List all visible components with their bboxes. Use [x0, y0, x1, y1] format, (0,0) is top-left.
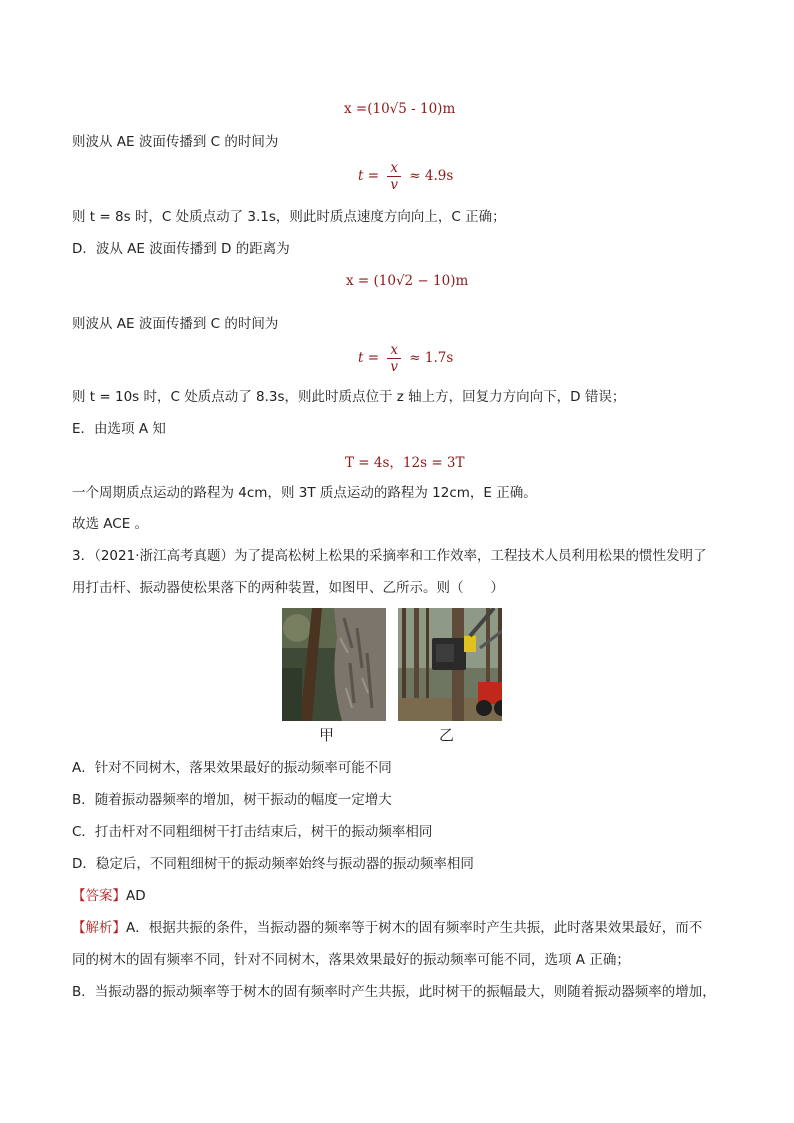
formula-time-2: t = $\frac{x}{v}$ ≈ 1.7s — [358, 342, 454, 375]
text-option-e: E．由选项 A 知 — [72, 421, 166, 437]
formula-period: T = 4s，12s = 3T — [345, 455, 465, 471]
answer-tag: 【答案】 — [72, 888, 126, 904]
text-choose-answer: 故选 ACE 。 — [72, 516, 149, 532]
option-d: D．稳定后，不同粗细树干的振动频率始终与振动器的振动频率相同 — [72, 856, 474, 872]
question-3-stem-line-1: 3．（2021·浙江高考真题）为了提高松树上松果的采摘率和工作效率，工程技术人员利用松果的惯性发明了 — [72, 548, 707, 564]
analysis-row-3: B．当振动器的振动频率等于树木的固有频率时产生共振，此时树干的振幅最大，则随着振动器频率的增加， — [72, 984, 716, 1000]
text-option-d-distance: D．波从 AE 波面传播到 D 的距离为 — [72, 241, 290, 257]
answer-row — [72, 886, 146, 906]
formula-time-1: t = $\frac{x}{v}$ ≈ 4.9s — [358, 160, 454, 193]
caption-figure-a: 甲 — [319, 726, 335, 744]
option-c: C．打击杆对不同粗细树干打击结束后，树干的振动频率相同 — [72, 824, 433, 840]
answer-value: AD — [126, 888, 146, 904]
formula-distance-c: x =(10√5 - 10)m — [344, 101, 456, 117]
text-path-length: 一个周期质点运动的路程为 4cm，则 3T 质点运动的路程为 12cm，E 正确。 — [72, 485, 537, 501]
analysis-row-2: 同的树木的固有频率不同，针对不同树木，落果效果最好的振动频率可能不同，选项 A 正确； — [72, 952, 630, 968]
text-option-c-result: 则 t = 8s 时，C 处质点动了 3.1s，则此时质点速度方向向上，C 正确； — [72, 209, 506, 225]
question-3-stem-line-2: 用打击杆、振动器使松果落下的两种装置，如图甲、乙所示。则（ ） — [72, 580, 504, 596]
caption-figure-b: 乙 — [439, 726, 455, 744]
analysis-text-1: A．根据共振的条件，当振动器的频率等于树木的固有频率时产生共振，此时落果效果最好，而不 — [126, 920, 703, 936]
formula-distance-d: x = (10√2 − 10)m — [346, 273, 469, 289]
analysis-row-1 — [72, 918, 702, 938]
text-option-d-result: 则 t = 10s 时，C 处质点动了 8.3s，则此时质点位于 z 轴上方，回复力方向向下，D 错误； — [72, 389, 626, 405]
striking-pole-image — [282, 608, 386, 721]
photo-striking-pole — [282, 608, 386, 721]
option-a: A．针对不同树木，落果效果最好的振动频率可能不同 — [72, 760, 392, 776]
analysis-tag: 【解析】 — [72, 920, 126, 936]
vibrator-machine-image — [398, 608, 502, 721]
photo-vibrator-machine — [398, 608, 502, 721]
option-b: B．随着振动器频率的增加，树干振动的幅度一定增大 — [72, 792, 392, 808]
text-time-to-c-2: 则波从 AE 波面传播到 C 的时间为 — [72, 316, 279, 332]
text-time-to-c-1: 则波从 AE 波面传播到 C 的时间为 — [72, 134, 279, 150]
